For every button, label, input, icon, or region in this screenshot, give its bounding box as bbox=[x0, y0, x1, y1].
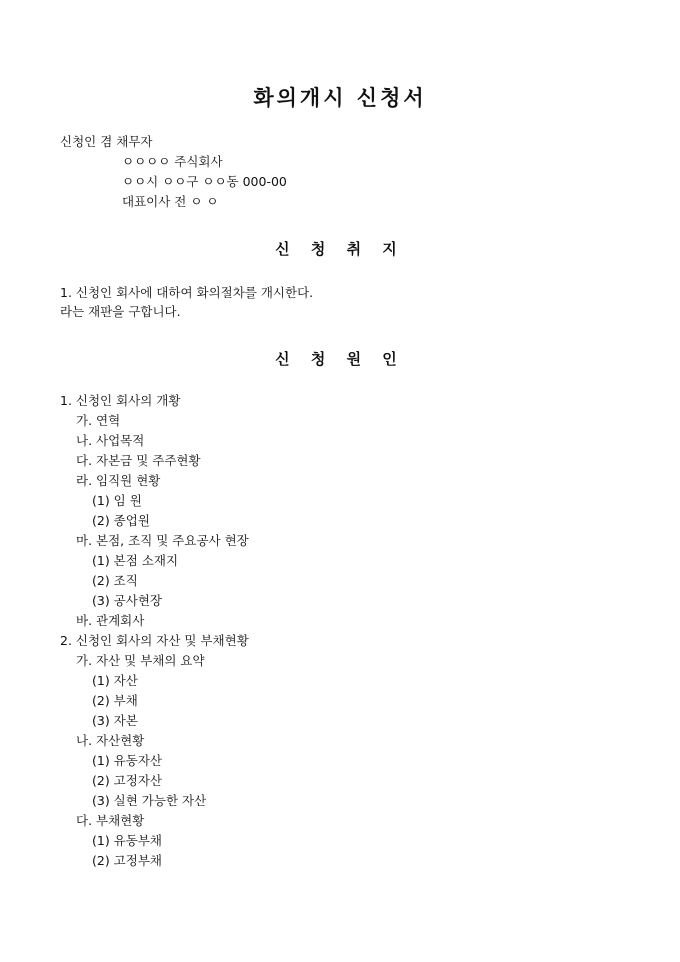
list-item: 가. 자산 및 부채의 요약 bbox=[76, 653, 205, 668]
applicant-representative: 대표이사 전 ㅇ ㅇ bbox=[122, 194, 219, 209]
applicant-company: ㅇㅇㅇㅇ 주식회사 bbox=[122, 154, 223, 169]
list-item: (1) 유동부채 bbox=[92, 833, 162, 848]
list-item: 다. 자본금 및 주주현황 bbox=[76, 453, 201, 468]
list-item: 나. 사업목적 bbox=[76, 433, 145, 448]
document-title: 화의개시 신청서 bbox=[253, 86, 427, 110]
list-item: 1. 신청인 회사의 개황 bbox=[60, 393, 181, 408]
list-item: 바. 관계회사 bbox=[76, 613, 145, 628]
list-item: (1) 자산 bbox=[92, 673, 138, 688]
list-item: (3) 자본 bbox=[92, 713, 138, 728]
list-item: 라. 임직원 현황 bbox=[76, 473, 161, 488]
applicant-label: 신청인 겸 채무자 bbox=[60, 134, 153, 149]
cause-heading: 신 청 원 인 bbox=[275, 350, 405, 368]
list-item: 나. 자산현황 bbox=[76, 733, 145, 748]
list-item: (2) 종업원 bbox=[92, 513, 150, 528]
applicant-address: ㅇㅇ시 ㅇㅇ구 ㅇㅇ동 000-00 bbox=[122, 174, 287, 189]
list-item: (1) 임 원 bbox=[92, 493, 142, 508]
list-item: (3) 실현 가능한 자산 bbox=[92, 793, 207, 808]
purpose-heading: 신 청 취 지 bbox=[275, 240, 405, 258]
list-item: (2) 고정부채 bbox=[92, 853, 162, 868]
list-item: 2. 신청인 회사의 자산 및 부채현황 bbox=[60, 633, 249, 648]
list-item: (1) 본점 소재지 bbox=[92, 553, 179, 568]
list-item: (3) 공사현장 bbox=[92, 593, 162, 608]
list-item: (2) 부채 bbox=[92, 693, 138, 708]
list-item: (2) 고정자산 bbox=[92, 773, 162, 788]
list-item: (1) 유동자산 bbox=[92, 753, 162, 768]
purpose-line-2: 라는 재판을 구합니다. bbox=[60, 304, 181, 319]
list-item: 가. 연혁 bbox=[76, 413, 121, 428]
purpose-line-1: 1. 신청인 회사에 대하여 화의절차를 개시한다. bbox=[60, 285, 314, 300]
list-item: 다. 부채현황 bbox=[76, 813, 145, 828]
list-item: 마. 본점, 조직 및 주요공사 현장 bbox=[76, 533, 249, 548]
list-item: (2) 조직 bbox=[92, 573, 138, 588]
